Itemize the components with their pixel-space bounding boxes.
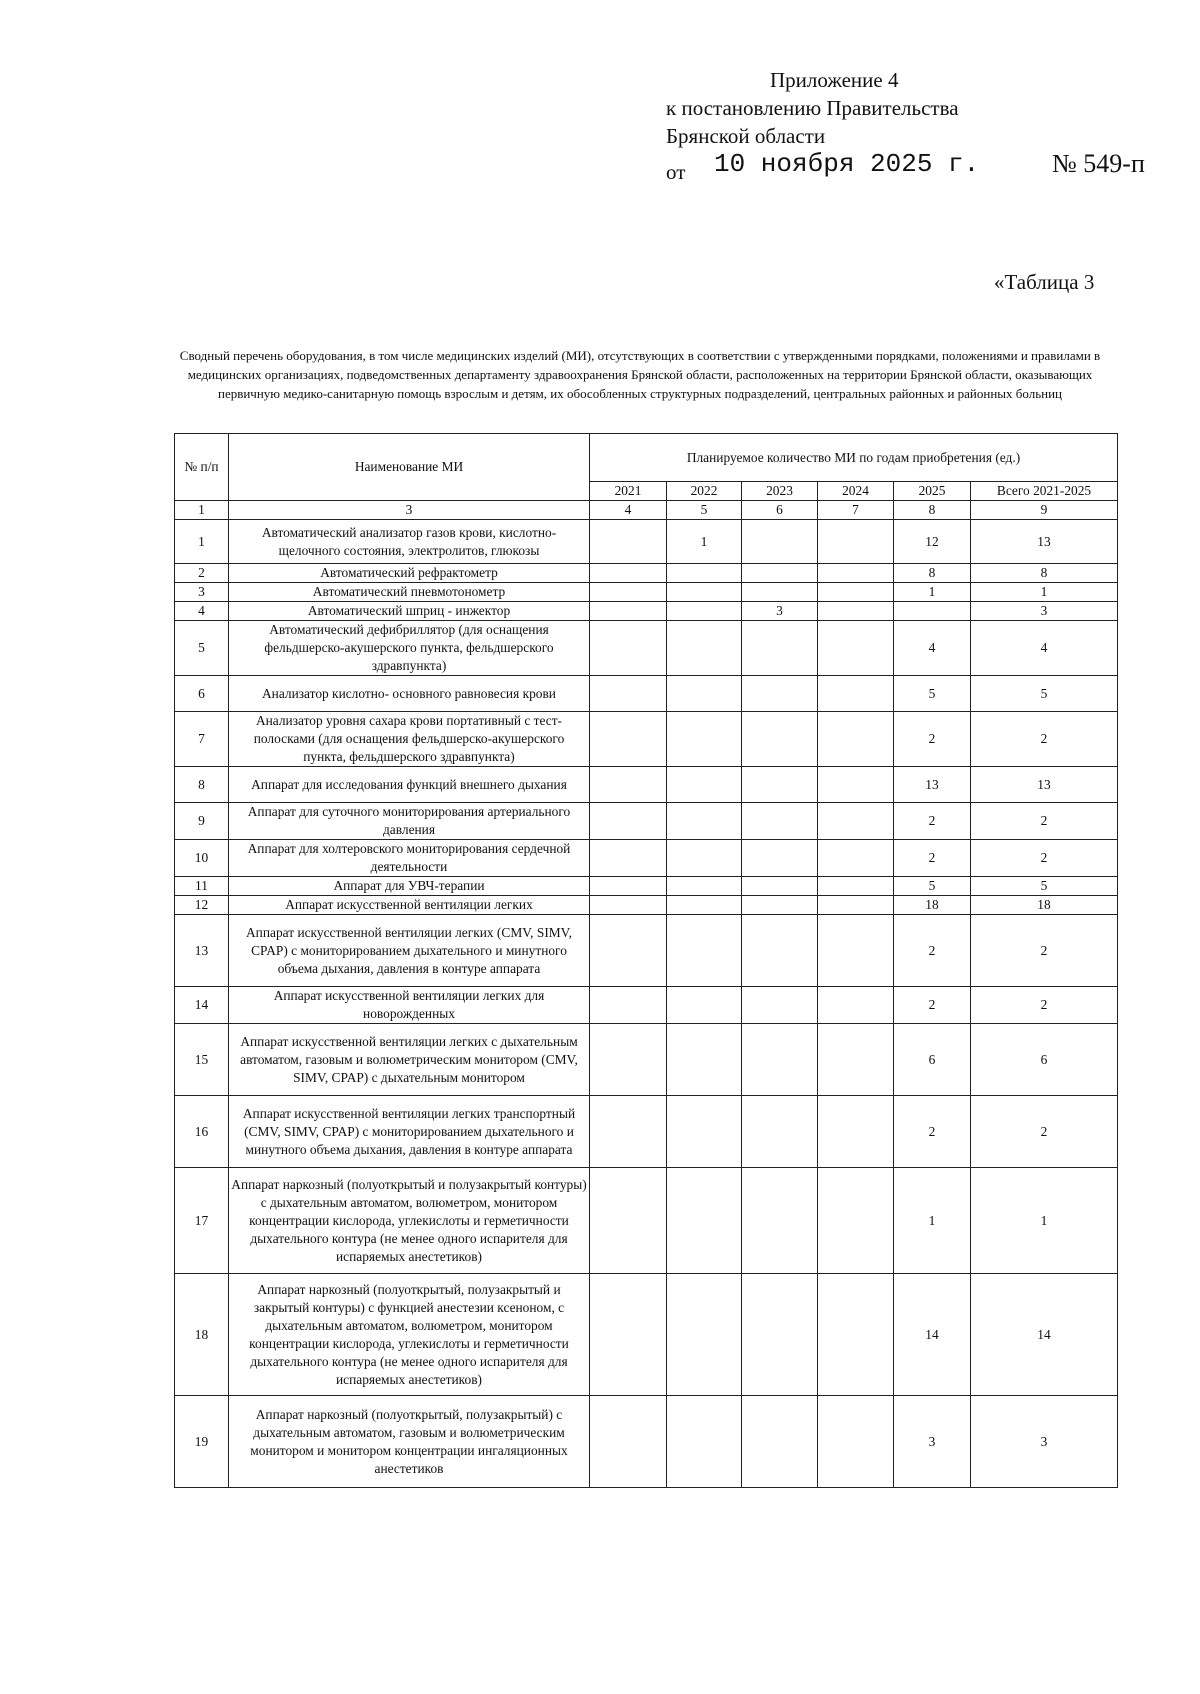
qty-2022 xyxy=(667,987,742,1024)
qty-2022 xyxy=(667,1396,742,1488)
row-number: 15 xyxy=(175,1024,229,1096)
qty-2025: 1 xyxy=(894,1168,971,1274)
row-number: 1 xyxy=(175,520,229,564)
header-name: Наименование МИ xyxy=(229,434,590,501)
qty-total: 2 xyxy=(971,1096,1118,1168)
qty-2024 xyxy=(818,1274,894,1396)
table-row xyxy=(175,602,1118,621)
resolution-reference: к постановлению Правительства xyxy=(666,96,959,120)
qty-2024 xyxy=(818,520,894,564)
qty-2023 xyxy=(742,583,818,602)
qty-2022 xyxy=(667,877,742,896)
table-row xyxy=(175,896,1118,915)
qty-2025: 18 xyxy=(894,896,971,915)
qty-2021 xyxy=(590,621,667,676)
qty-total: 4 xyxy=(971,621,1118,676)
column-index: 4 xyxy=(590,501,667,520)
item-name: Автоматический пневмотонометр xyxy=(229,583,590,602)
qty-2024 xyxy=(818,712,894,767)
qty-2022 xyxy=(667,621,742,676)
qty-2022 xyxy=(667,896,742,915)
item-name: Анализатор уровня сахара крови портативный с тест-полосками (для оснащения фельдшерско-акушерского пункта, фельдшерского здравпункта) xyxy=(229,712,590,767)
table-row xyxy=(175,676,1118,712)
row-number: 5 xyxy=(175,621,229,676)
qty-2021 xyxy=(590,1274,667,1396)
qty-2021 xyxy=(590,767,667,803)
qty-total: 2 xyxy=(971,987,1118,1024)
qty-2021 xyxy=(590,1096,667,1168)
header-year: 2021 xyxy=(590,482,667,501)
item-name: Аппарат искусственной вентиляции легких xyxy=(229,896,590,915)
resolution-date: 10 ноября 2025 г. xyxy=(714,149,980,179)
qty-2021 xyxy=(590,915,667,987)
row-number: 4 xyxy=(175,602,229,621)
row-number: 10 xyxy=(175,840,229,877)
qty-2025: 4 xyxy=(894,621,971,676)
qty-2023 xyxy=(742,987,818,1024)
qty-2025: 8 xyxy=(894,564,971,583)
qty-2022 xyxy=(667,803,742,840)
table-row xyxy=(175,1168,1118,1274)
qty-2022 xyxy=(667,767,742,803)
qty-2021 xyxy=(590,1024,667,1096)
row-number: 13 xyxy=(175,915,229,987)
qty-total: 2 xyxy=(971,915,1118,987)
table-row xyxy=(175,583,1118,602)
header-year: 2023 xyxy=(742,482,818,501)
qty-2023 xyxy=(742,520,818,564)
date-prefix: от xyxy=(666,160,686,184)
qty-2021 xyxy=(590,1168,667,1274)
qty-2025: 3 xyxy=(894,1396,971,1488)
qty-total: 6 xyxy=(971,1024,1118,1096)
qty-2025: 2 xyxy=(894,712,971,767)
table-reference: «Таблица 3 xyxy=(994,270,1095,294)
qty-2025: 12 xyxy=(894,520,971,564)
qty-2022 xyxy=(667,1096,742,1168)
item-name: Аппарат для исследования функций внешнего дыхания xyxy=(229,767,590,803)
qty-2022 xyxy=(667,676,742,712)
qty-total: 13 xyxy=(971,520,1118,564)
qty-2024 xyxy=(818,767,894,803)
item-name: Автоматический шприц - инжектор xyxy=(229,602,590,621)
qty-2023 xyxy=(742,1024,818,1096)
resolution-number: № 549-п xyxy=(1052,149,1145,178)
table-row xyxy=(175,1096,1118,1168)
qty-2022 xyxy=(667,1274,742,1396)
header-year: 2022 xyxy=(667,482,742,501)
qty-2024 xyxy=(818,803,894,840)
table-row xyxy=(175,1396,1118,1488)
header-year: Всего 2021-2025 xyxy=(971,482,1118,501)
qty-2025: 6 xyxy=(894,1024,971,1096)
qty-2023 xyxy=(742,564,818,583)
qty-2021 xyxy=(590,520,667,564)
qty-2021 xyxy=(590,896,667,915)
qty-2021 xyxy=(590,987,667,1024)
qty-2024 xyxy=(818,1096,894,1168)
item-name: Аппарат искусственной вентиляции легких для новорожденных xyxy=(229,987,590,1024)
qty-2024 xyxy=(818,1024,894,1096)
row-number: 11 xyxy=(175,877,229,896)
qty-2024 xyxy=(818,1396,894,1488)
qty-2023 xyxy=(742,803,818,840)
qty-2025: 5 xyxy=(894,676,971,712)
qty-2021 xyxy=(590,583,667,602)
qty-2023 xyxy=(742,1168,818,1274)
row-number: 9 xyxy=(175,803,229,840)
table-row xyxy=(175,712,1118,767)
qty-2024 xyxy=(818,896,894,915)
table-row xyxy=(175,987,1118,1024)
item-name: Автоматический анализатор газов крови, кислотно-щелочного состояния, электролитов, глюкозы xyxy=(229,520,590,564)
qty-total: 1 xyxy=(971,583,1118,602)
qty-2025: 2 xyxy=(894,1096,971,1168)
qty-total: 3 xyxy=(971,602,1118,621)
column-index: 1 xyxy=(175,501,229,520)
qty-2023 xyxy=(742,1274,818,1396)
header-planned: Планируемое количество МИ по годам приобретения (ед.) xyxy=(590,434,1118,482)
item-name: Аппарат наркозный (полуоткрытый, полузакрытый) с дыхательным автоматом, газовым и волюметрическим монитором и монитором концентрации ингаляционных анестетиков xyxy=(229,1396,590,1488)
row-number: 8 xyxy=(175,767,229,803)
qty-2023 xyxy=(742,915,818,987)
qty-2023 xyxy=(742,1096,818,1168)
document-header xyxy=(666,66,1186,186)
item-name: Аппарат наркозный (полуоткрытый, полузакрытый и закрытый контуры) с функцией анестезии ксеноном, с дыхательным автоматом, волюметром, монитором концентрации кислорода, углекислоты и герметичности дыхательного контура (не менее одного испарителя для испаряемых анестетиков) xyxy=(229,1274,590,1396)
qty-2023 xyxy=(742,621,818,676)
qty-2022 xyxy=(667,712,742,767)
qty-2025: 14 xyxy=(894,1274,971,1396)
qty-2024 xyxy=(818,583,894,602)
qty-2021 xyxy=(590,564,667,583)
qty-2025: 2 xyxy=(894,915,971,987)
header-num: № п/п xyxy=(175,434,229,501)
qty-2021 xyxy=(590,803,667,840)
qty-2022 xyxy=(667,564,742,583)
row-number: 7 xyxy=(175,712,229,767)
row-number: 6 xyxy=(175,676,229,712)
qty-2022 xyxy=(667,840,742,877)
table-row xyxy=(175,621,1118,676)
qty-2025: 2 xyxy=(894,803,971,840)
table-row xyxy=(175,1274,1118,1396)
column-index: 3 xyxy=(229,501,590,520)
qty-total: 5 xyxy=(971,676,1118,712)
appendix-label: Приложение 4 xyxy=(770,68,899,92)
qty-2023 xyxy=(742,877,818,896)
qty-2021 xyxy=(590,877,667,896)
qty-2021 xyxy=(590,712,667,767)
item-name: Анализатор кислотно- основного равновесия крови xyxy=(229,676,590,712)
item-name: Аппарат искусственной вентиляции легких (CMV, SIMV, CPAP) с мониторированием дыхательного и минутного объема дыхания, давления в контуре аппарата xyxy=(229,915,590,987)
qty-2022 xyxy=(667,1168,742,1274)
qty-2021 xyxy=(590,676,667,712)
column-index: 9 xyxy=(971,501,1118,520)
column-index: 7 xyxy=(818,501,894,520)
qty-total: 1 xyxy=(971,1168,1118,1274)
qty-2023 xyxy=(742,712,818,767)
qty-2025 xyxy=(894,602,971,621)
table-row xyxy=(175,915,1118,987)
item-name: Автоматический дефибриллятор (для оснащения фельдшерско-акушерского пункта, фельдшерского здравпункта) xyxy=(229,621,590,676)
qty-2022 xyxy=(667,915,742,987)
table-row xyxy=(175,840,1118,877)
table-row xyxy=(175,1024,1118,1096)
header-year: 2025 xyxy=(894,482,971,501)
item-name: Аппарат наркозный (полуоткрытый и полузакрытый контуры) с дыхательным автоматом, волюметром, монитором концентрации кислорода, углекислоты и герметичности дыхательного контура (не менее одного испарителя для испаряемых анестетиков) xyxy=(229,1168,590,1274)
qty-total: 5 xyxy=(971,877,1118,896)
qty-total: 2 xyxy=(971,803,1118,840)
item-name: Автоматический рефрактометр xyxy=(229,564,590,583)
region-name: Брянской области xyxy=(666,124,826,148)
qty-2024 xyxy=(818,915,894,987)
qty-2024 xyxy=(818,621,894,676)
table-row xyxy=(175,564,1118,583)
item-name: Аппарат искусственной вентиляции легких транспортный (CMV, SIMV, CPAP) с мониторированием дыхательного и минутного объема дыхания, давления в контуре аппарата xyxy=(229,1096,590,1168)
qty-2023 xyxy=(742,840,818,877)
column-index: 8 xyxy=(894,501,971,520)
qty-2024 xyxy=(818,676,894,712)
qty-2025: 5 xyxy=(894,877,971,896)
row-number: 16 xyxy=(175,1096,229,1168)
qty-total: 18 xyxy=(971,896,1118,915)
qty-2025: 1 xyxy=(894,583,971,602)
qty-2025: 13 xyxy=(894,767,971,803)
row-number: 12 xyxy=(175,896,229,915)
qty-2023 xyxy=(742,896,818,915)
qty-2022 xyxy=(667,1024,742,1096)
qty-2023 xyxy=(742,676,818,712)
qty-2024 xyxy=(818,564,894,583)
qty-2022: 1 xyxy=(667,520,742,564)
qty-total: 14 xyxy=(971,1274,1118,1396)
table-caption: Сводный перечень оборудования, в том числе медицинских изделий (МИ), отсутствующих в соответствии с утвержденными порядками, положениями и правилами в медицинских организациях, подведомственных департаменту здравоохранения Брянской области, расположенных на территории Брянской области, оказывающих первичную медико-санитарную помощь взрослым и детям, их обособленных структурных подразделений, центральных районных и районных больниц xyxy=(179,348,1101,401)
equipment-table xyxy=(174,433,1118,1488)
column-index: 5 xyxy=(667,501,742,520)
qty-total: 8 xyxy=(971,564,1118,583)
table-row xyxy=(175,767,1118,803)
item-name: Аппарат для холтеровского мониторирования сердечной деятельности xyxy=(229,840,590,877)
qty-total: 3 xyxy=(971,1396,1118,1488)
qty-2024 xyxy=(818,877,894,896)
qty-2023: 3 xyxy=(742,602,818,621)
qty-2023 xyxy=(742,767,818,803)
qty-2025: 2 xyxy=(894,987,971,1024)
qty-2024 xyxy=(818,602,894,621)
date-number-row xyxy=(666,150,1186,186)
qty-2022 xyxy=(667,602,742,621)
row-number: 2 xyxy=(175,564,229,583)
item-name: Аппарат для суточного мониторирования артериального давления xyxy=(229,803,590,840)
qty-total: 2 xyxy=(971,840,1118,877)
row-number: 14 xyxy=(175,987,229,1024)
qty-2025: 2 xyxy=(894,840,971,877)
column-index: 6 xyxy=(742,501,818,520)
qty-2024 xyxy=(818,1168,894,1274)
table-row xyxy=(175,803,1118,840)
qty-2021 xyxy=(590,1396,667,1488)
qty-2021 xyxy=(590,840,667,877)
qty-total: 2 xyxy=(971,712,1118,767)
qty-2024 xyxy=(818,987,894,1024)
header-year: 2024 xyxy=(818,482,894,501)
table-row xyxy=(175,520,1118,564)
item-name: Аппарат искусственной вентиляции легких с дыхательным автоматом, газовым и волюметрическим монитором (CMV, SIMV, CPAP) с дыхательным монитором xyxy=(229,1024,590,1096)
row-number: 17 xyxy=(175,1168,229,1274)
table-row xyxy=(175,877,1118,896)
qty-total: 13 xyxy=(971,767,1118,803)
row-number: 18 xyxy=(175,1274,229,1396)
row-number: 3 xyxy=(175,583,229,602)
qty-2022 xyxy=(667,583,742,602)
qty-2024 xyxy=(818,840,894,877)
qty-2023 xyxy=(742,1396,818,1488)
row-number: 19 xyxy=(175,1396,229,1488)
qty-2021 xyxy=(590,602,667,621)
item-name: Аппарат для УВЧ-терапии xyxy=(229,877,590,896)
